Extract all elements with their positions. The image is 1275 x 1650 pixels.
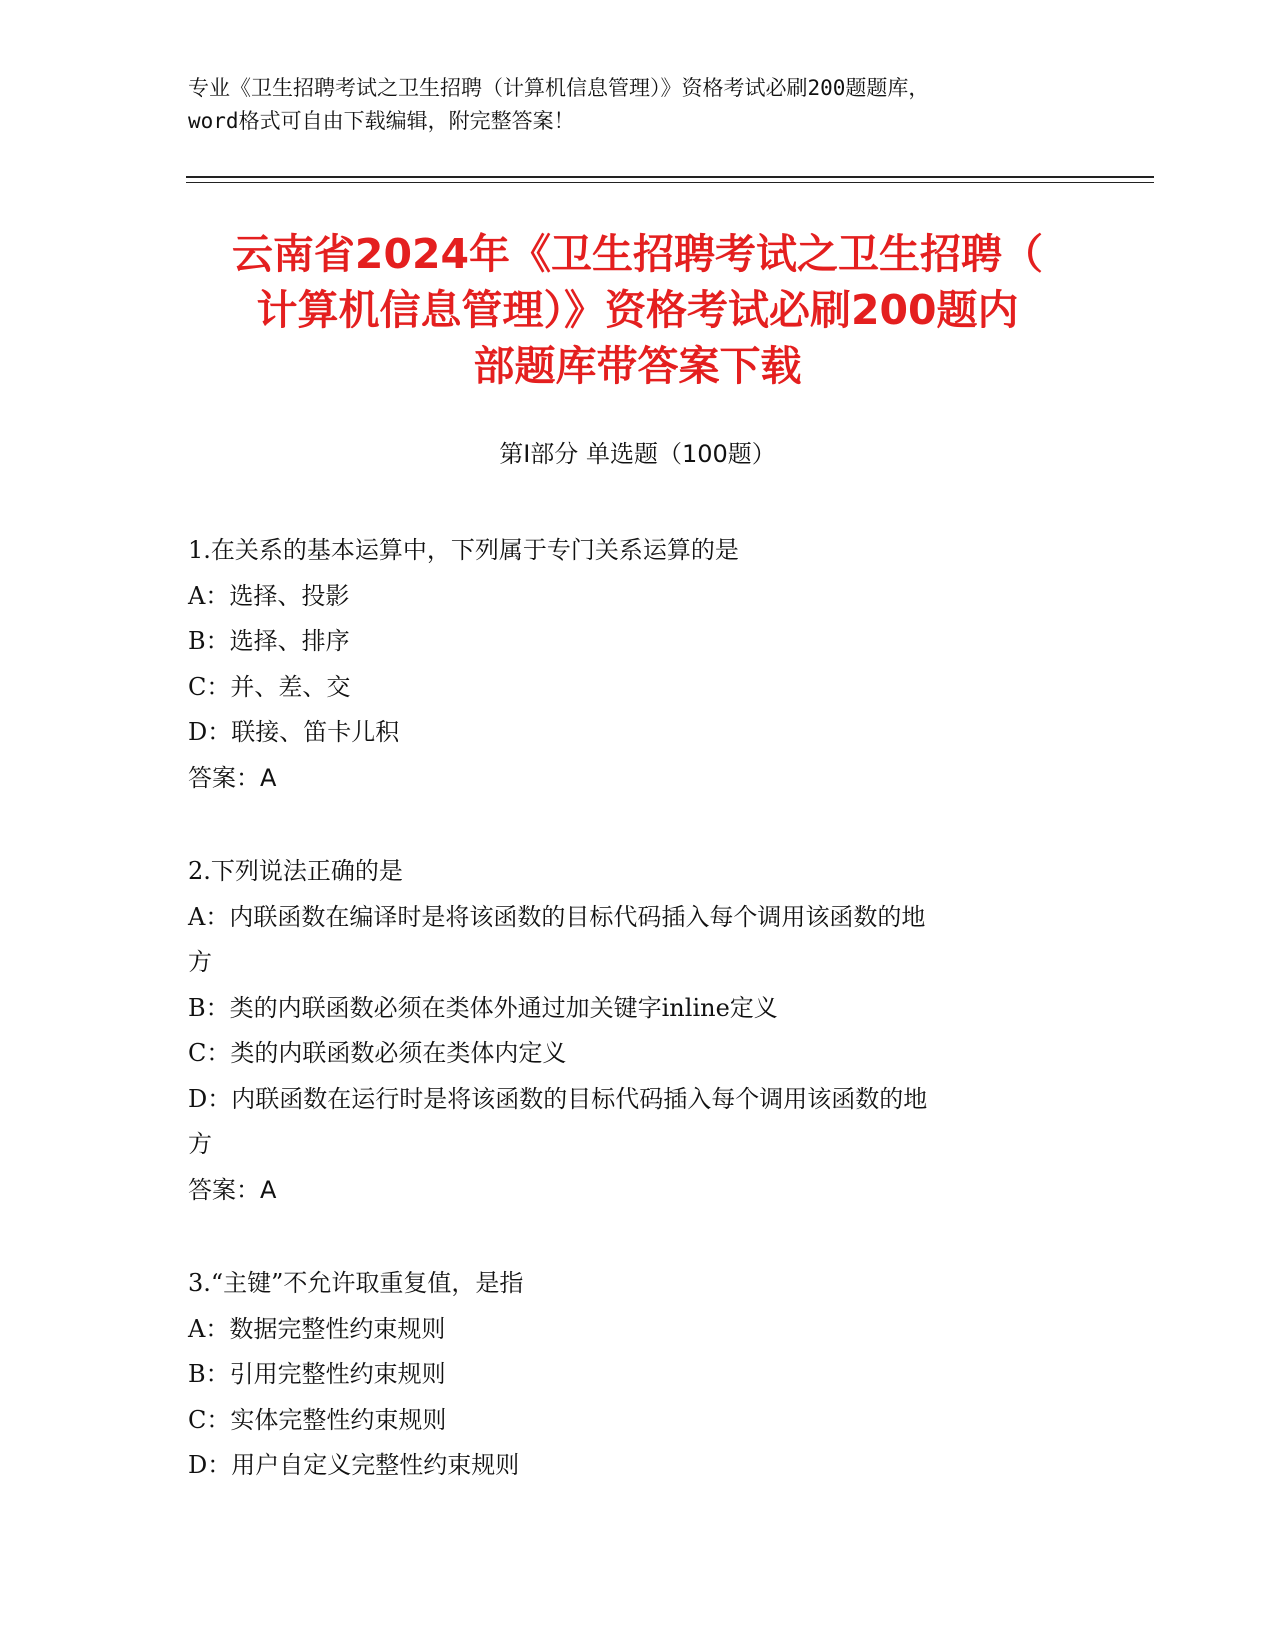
question-1 [188,528,1088,801]
option-d-continued: 方 [188,1130,212,1158]
question-stem: 3.“主键”不允许取重复值，是指 [188,1269,524,1297]
header-note-line-1: 专业《卫生招聘考试之卫生招聘（计算机信息管理）》资格考试必刷200题题库， [188,76,930,100]
option-b: B：引用完整性约束规则 [188,1360,446,1388]
question-3 [188,1261,1088,1489]
question-stem: 1.在关系的基本运算中，下列属于专门关系运算的是 [188,536,739,564]
section-heading: 第Ⅰ部分 单选题（100题） [499,440,776,468]
option-d: D：联接、笛卡儿积 [188,718,400,746]
option-c: C：实体完整性约束规则 [188,1405,447,1434]
option-a: A：选择、投影 [188,581,350,610]
question-list [188,528,1088,1537]
answer: 答案：A [188,763,277,792]
question-stem: 2.下列说法正确的是 [188,857,403,885]
option-c: C：类的内联函数必须在类体内定义 [188,1039,567,1067]
option-c: C：并、差、交 [188,672,351,701]
option-d: D：内联函数在运行时是将该函数的目标代码插入每个调用该函数的地 [188,1084,928,1113]
divider-thick [186,176,1154,178]
header-note [188,72,1088,138]
option-d: D：用户自定义完整性约束规则 [188,1451,520,1479]
page-title [165,226,1110,394]
option-b: B：选择、排序 [188,627,350,655]
answer: 答案：A [188,1175,277,1204]
option-a: A：数据完整性约束规则 [188,1314,446,1343]
divider-thin [186,182,1154,183]
option-a: A：内联函数在编译时是将该函数的目标代码插入每个调用该函数的地 [188,902,926,931]
title-line-1: 云南省2024年《卫生招聘考试之卫生招聘（ [231,230,1044,278]
option-b: B：类的内联函数必须在类体外通过加关键字inline定义 [188,993,778,1022]
question-2 [188,849,1088,1213]
option-a-continued: 方 [188,948,212,976]
title-line-2: 计算机信息管理）》资格考试必刷200题内 [256,286,1019,334]
title-line-3: 部题库带答案下载 [473,342,802,390]
header-note-line-2: word格式可自由下载编辑，附完整答案！ [188,109,575,133]
